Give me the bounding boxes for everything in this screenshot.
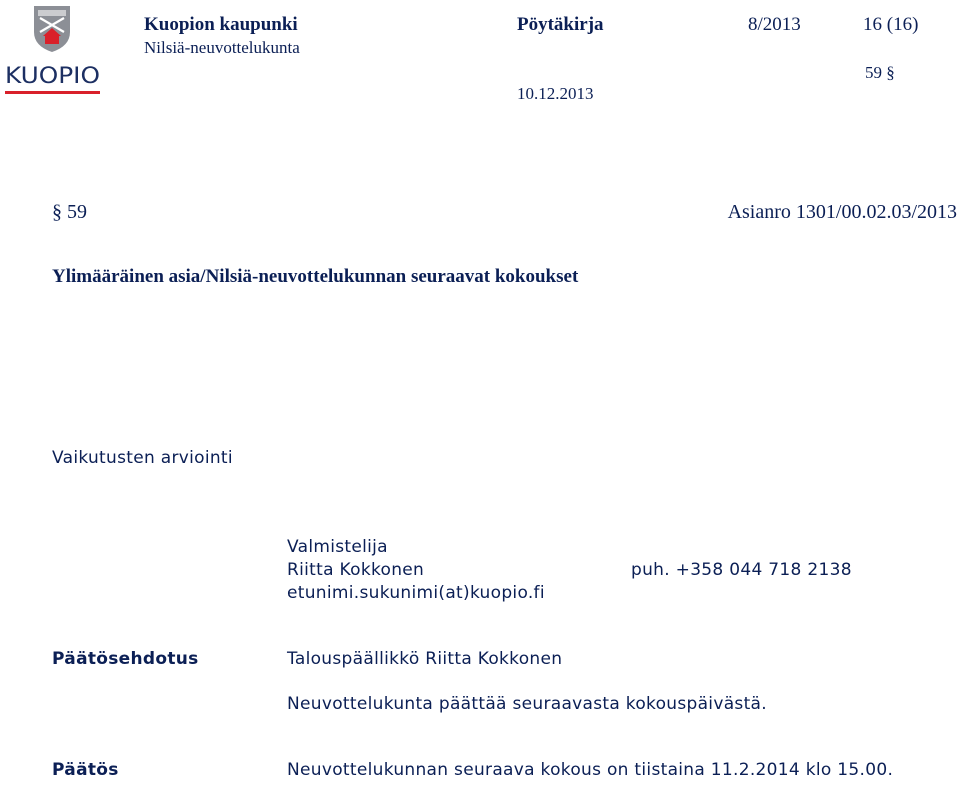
coat-of-arms-icon <box>34 6 70 52</box>
preparer-name: Riitta Kokkonen <box>287 560 425 580</box>
meeting-date: 10.12.2013 <box>517 84 594 103</box>
document-number: 8/2013 <box>748 14 801 35</box>
logo-wordmark: KUOPIO <box>5 64 100 89</box>
header-section-ref: 59 § <box>865 63 895 82</box>
impact-assessment-heading: Vaikutusten arviointi <box>52 448 233 468</box>
decision-label: Päätös <box>52 760 119 780</box>
decision-text: Neuvottelukunnan seuraava kokous on tiistaina 11.2.2014 klo 15.00. <box>287 760 894 780</box>
proposal-text: Neuvottelukunta päättää seuraavasta kokouspäivästä. <box>287 694 767 714</box>
item-section-number: § 59 <box>52 201 87 223</box>
preparer-email: etunimi.sukunimi(at)kuopio.fi <box>287 583 545 603</box>
preparer-label: Valmistelija <box>287 537 388 557</box>
page-number: 16 (16) <box>863 14 919 35</box>
preparer-phone: puh. +358 044 718 2138 <box>631 560 852 580</box>
document-type: Pöytäkirja <box>517 14 604 35</box>
committee-name: Nilsiä-neuvottelukunta <box>144 38 300 57</box>
organization-name: Kuopion kaupunki <box>144 14 298 35</box>
case-number: Asianro 1301/00.02.03/2013 <box>727 201 957 223</box>
logo-underline <box>5 91 100 94</box>
proposal-author: Talouspäällikkö Riitta Kokkonen <box>287 649 563 669</box>
item-title: Ylimääräinen asia/Nilsiä-neuvottelukunnan seuraavat kokoukset <box>52 266 579 287</box>
kuopio-logo <box>5 4 100 99</box>
proposal-label: Päätösehdotus <box>52 649 199 669</box>
